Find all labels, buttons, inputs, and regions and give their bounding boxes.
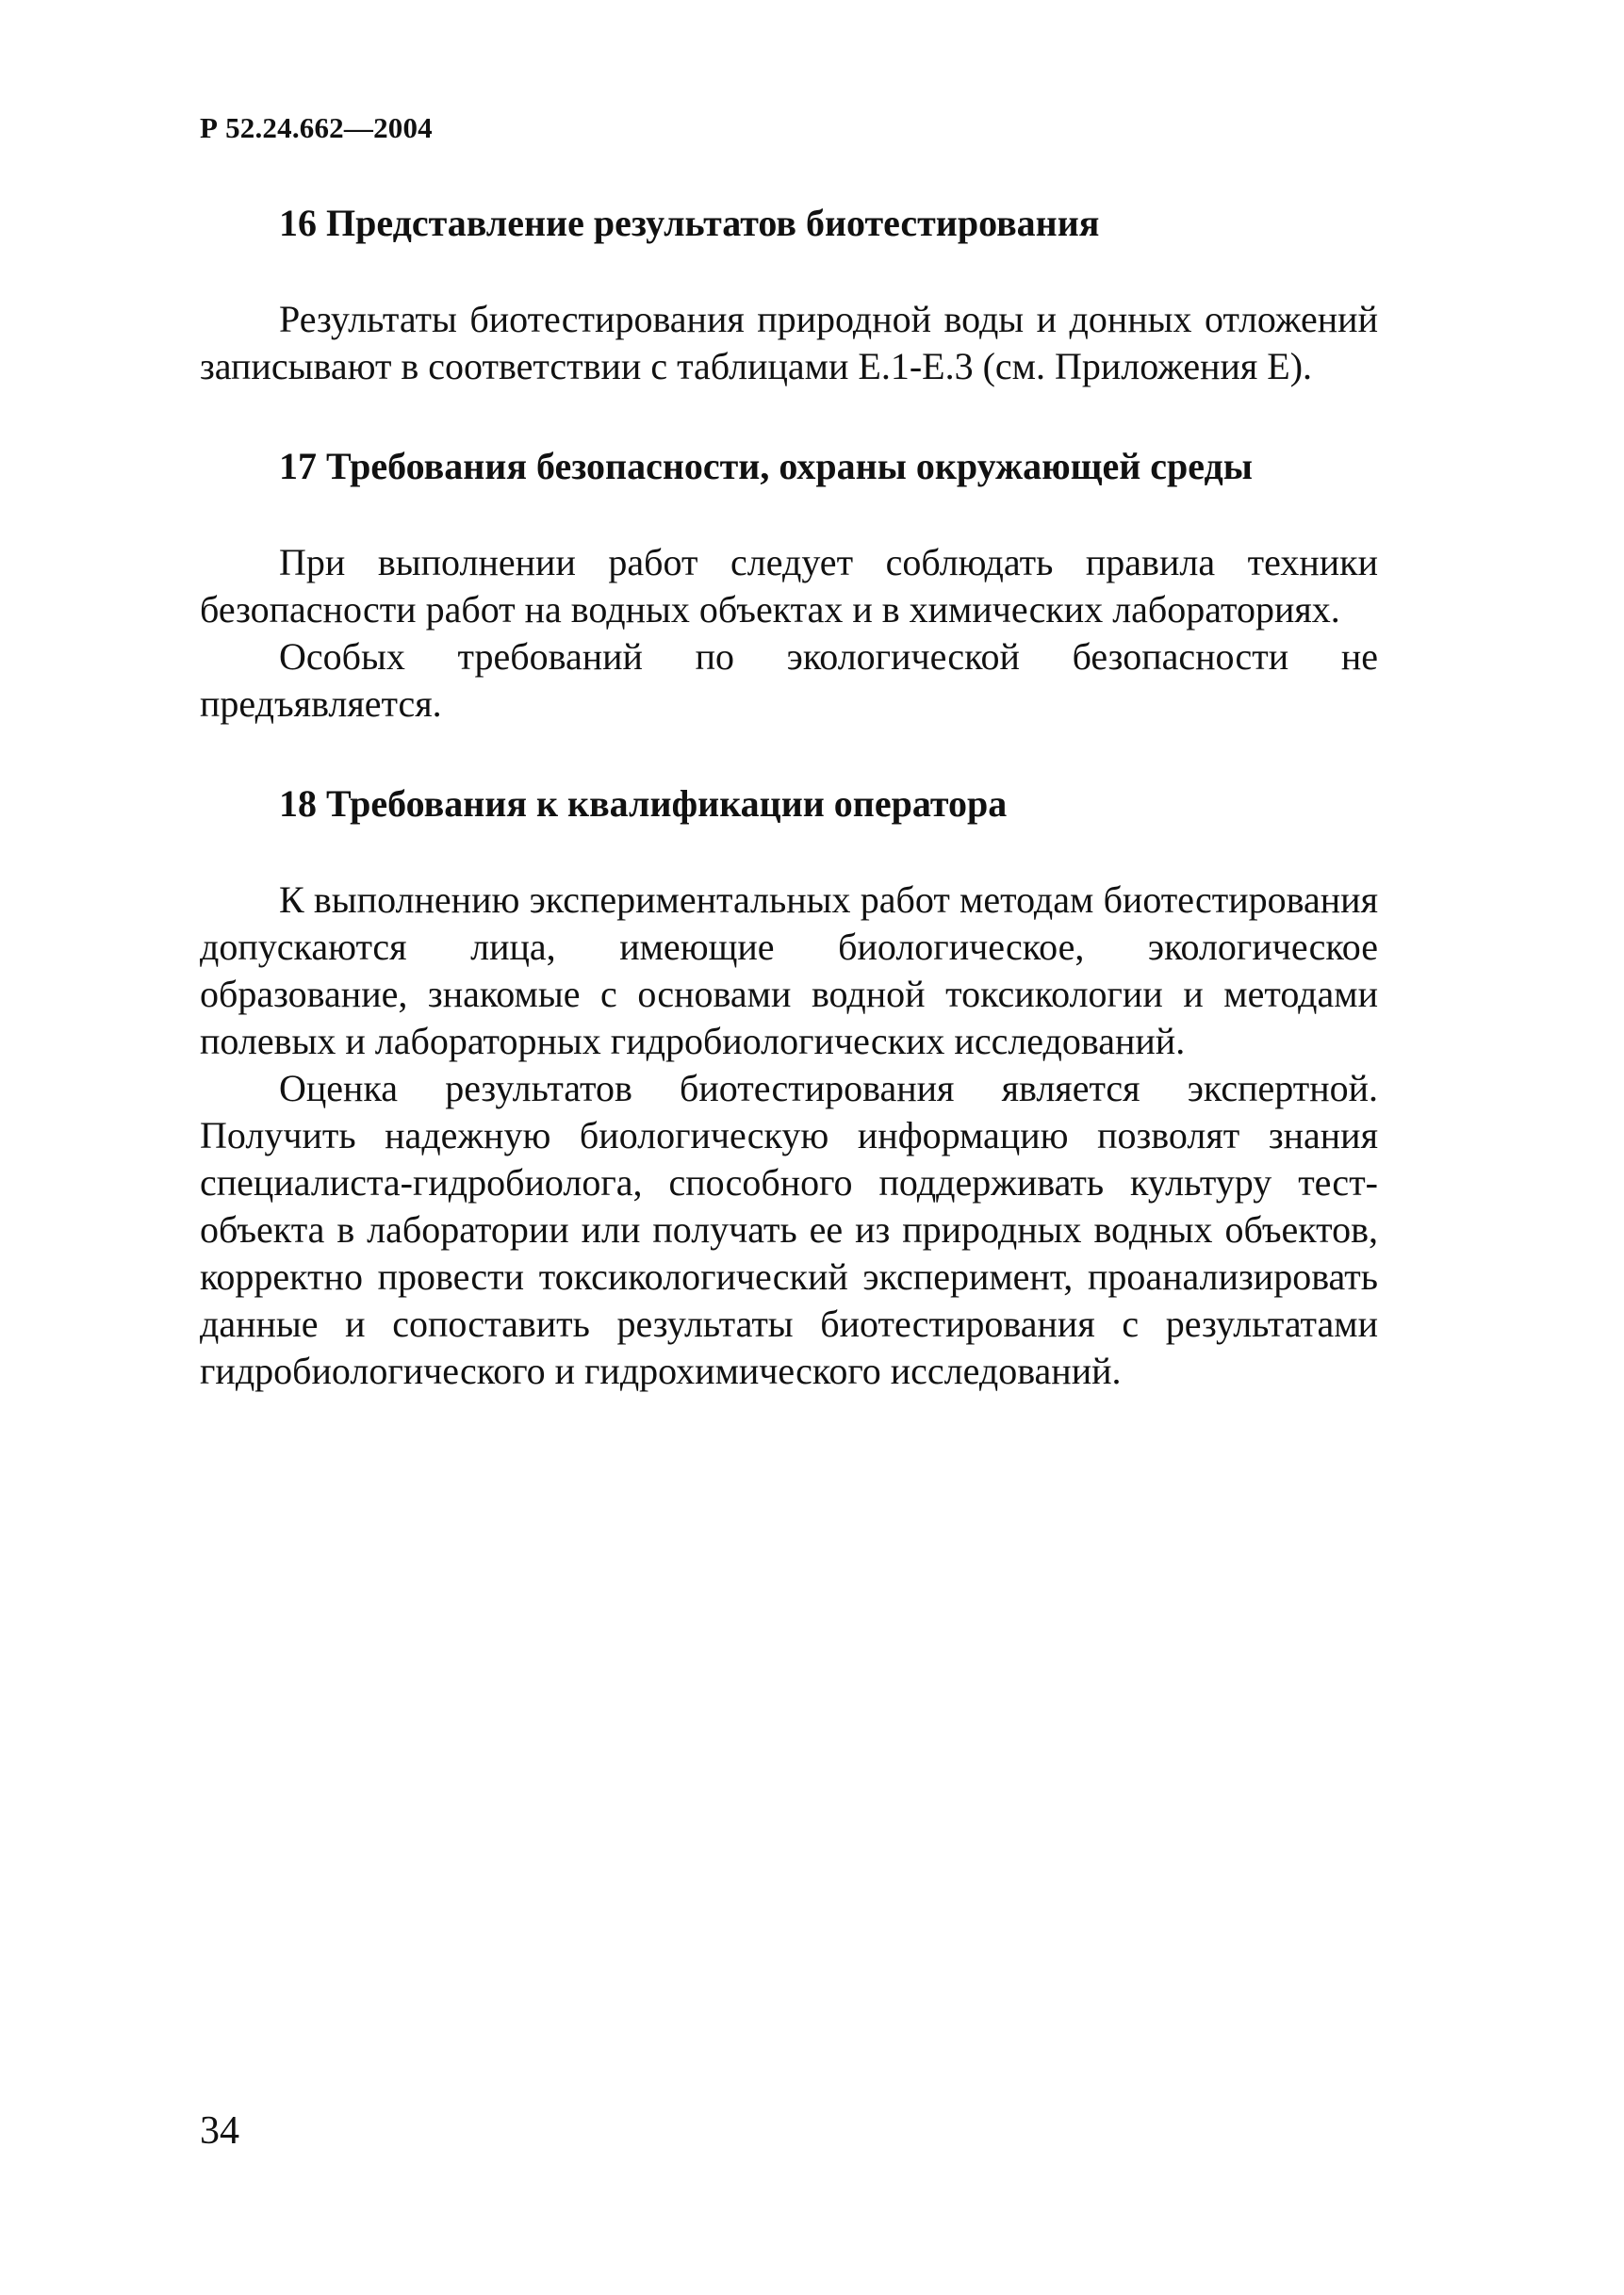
section-heading: 17 Требования безопасности, охраны окружающей среды bbox=[279, 445, 1253, 487]
page-body bbox=[200, 200, 1378, 1395]
section-heading: 16 Представление результатов биотестирования bbox=[279, 202, 1100, 244]
section-16 bbox=[200, 200, 1378, 390]
paragraph: Результаты биотестирования природной воды и донных отложений записывают в соответствии с таблицами Е.1-Е.3 (см. Приложения Е). bbox=[200, 298, 1378, 387]
section-heading: 18 Требования к квалификации оператора bbox=[279, 782, 1008, 825]
paragraph: К выполнению экспериментальных работ методам биотестирования допускаются лица, имеющие биологическое, экологическое образование, знакомые с основами водной токсикологии и методами полевых и лабораторных гидробиологических исследований. bbox=[200, 878, 1378, 1062]
section-18 bbox=[200, 780, 1378, 1395]
section-17 bbox=[200, 443, 1378, 728]
paragraph: Особых требований по экологической безопасности не предъявляется. bbox=[200, 635, 1378, 725]
document-code: Р 52.24.662—2004 bbox=[200, 111, 433, 144]
paragraph: Оценка результатов биотестирования является экспертной. Получить надежную биологическую информацию позволят знания специалиста-гидробиолога, способного поддерживать культуру тест-объекта в лаборатории или получать ее из природных водных объектов, корректно провести токсикологический эксперимент, проанализировать данные и сопоставить результаты биотестирования с результатами гидробиологического и гидрохимического исследований. bbox=[200, 1067, 1378, 1392]
page-number: 34 bbox=[200, 2109, 239, 2153]
paragraph: При выполнении работ следует соблюдать правила техники безопасности работ на водных объектах и в химических лабораториях. bbox=[200, 541, 1378, 631]
